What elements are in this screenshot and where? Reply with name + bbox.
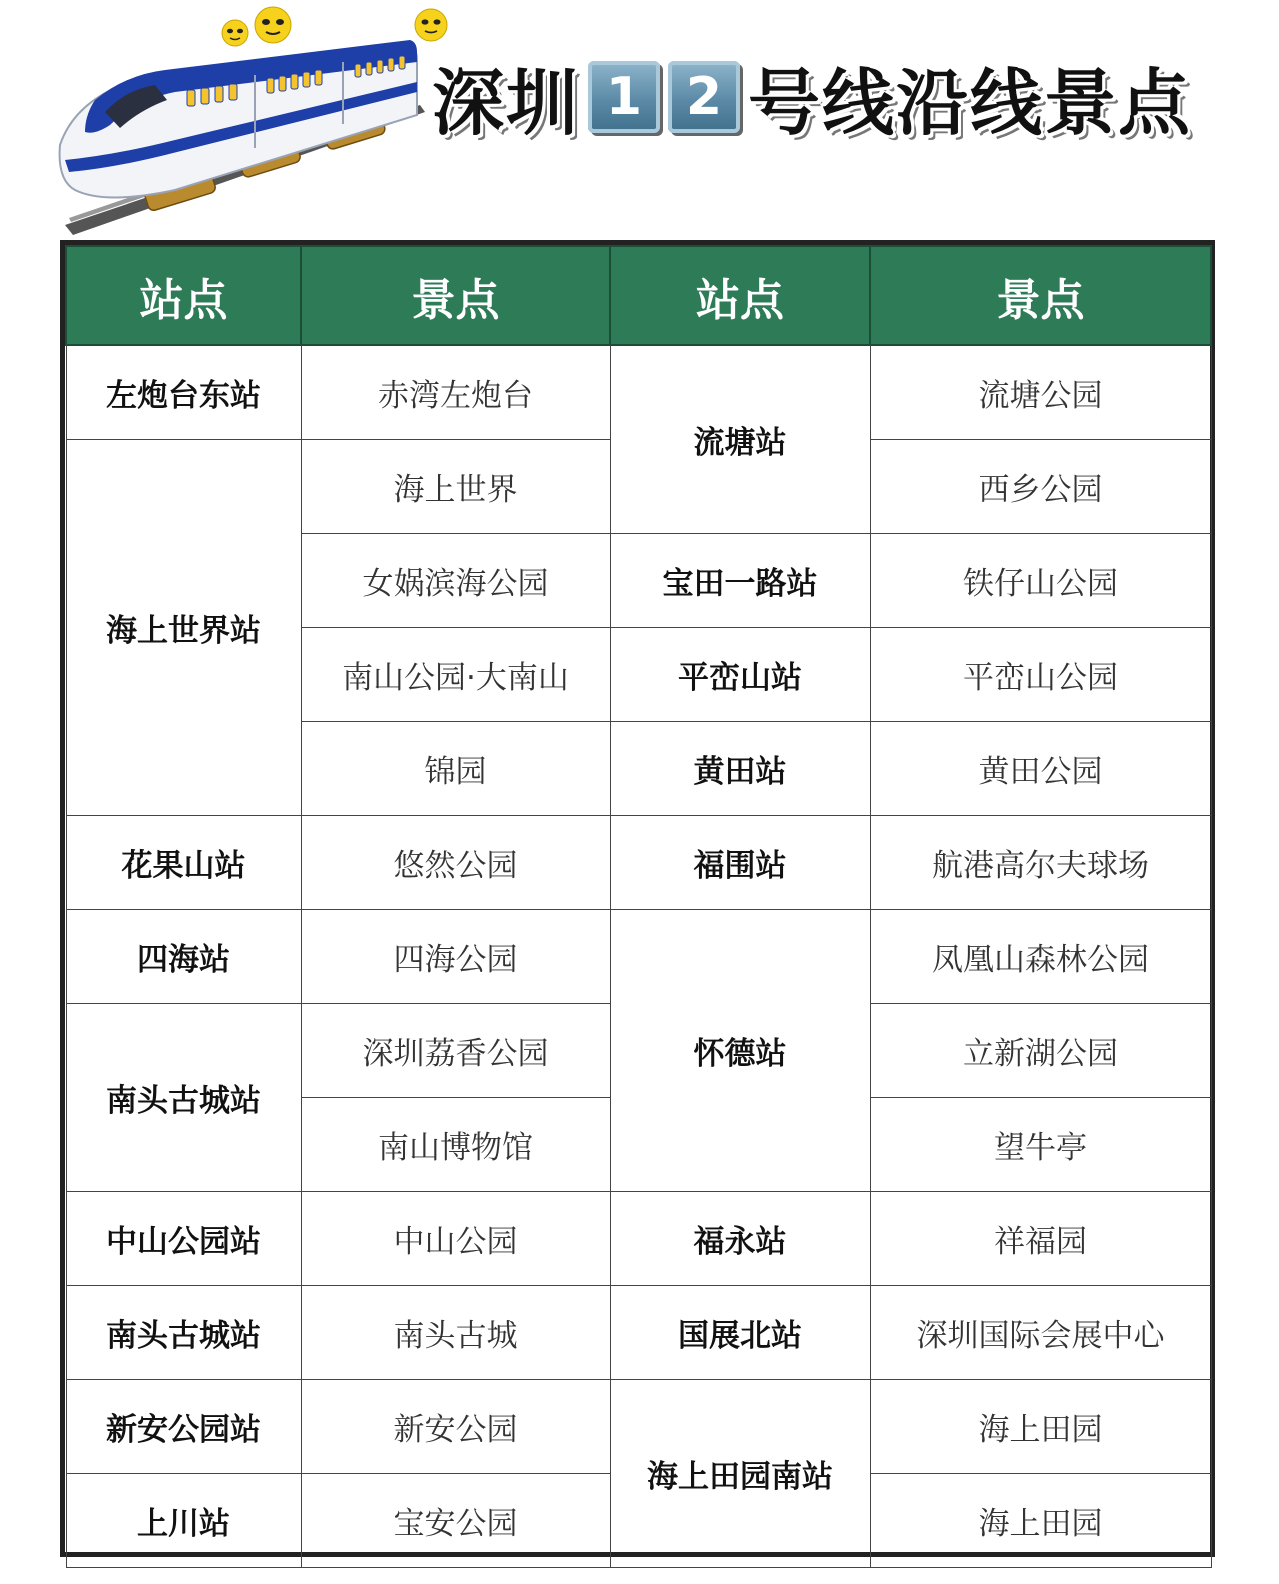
spot-cell: 铁仔山公园 — [870, 534, 1211, 628]
station-cell: 海上世界站 — [66, 440, 301, 816]
station-cell: 流塘站 — [610, 345, 870, 534]
table-row — [66, 345, 1211, 440]
header-spot: 景点 — [870, 246, 1211, 345]
table-row — [66, 1192, 1211, 1286]
spot-cell: 立新湖公园 — [870, 1004, 1211, 1098]
station-cell: 四海站 — [66, 910, 301, 1004]
spot-cell: 祥福园 — [870, 1192, 1211, 1286]
table-row — [66, 1286, 1211, 1380]
spot-cell: 深圳国际会展中心 — [870, 1286, 1211, 1380]
spot-cell: 航港高尔夫球场 — [870, 816, 1211, 910]
spot-cell: 四海公园 — [301, 910, 610, 1004]
header-station: 站点 — [66, 246, 301, 345]
station-cell: 南头古城站 — [66, 1286, 301, 1380]
table-row — [66, 1380, 1211, 1474]
station-cell: 怀德站 — [610, 910, 870, 1192]
spot-cell: 锦园 — [301, 722, 610, 816]
page-header — [0, 0, 1279, 238]
title-digit-key: 1 — [588, 61, 660, 133]
station-cell: 左炮台东站 — [66, 345, 301, 440]
station-cell: 新安公园站 — [66, 1380, 301, 1474]
station-cell: 中山公园站 — [66, 1192, 301, 1286]
header-spot: 景点 — [301, 246, 610, 345]
station-cell: 海上田园南站 — [610, 1380, 870, 1568]
title-digit-key: 2 — [668, 61, 740, 133]
spot-cell: 望牛亭 — [870, 1098, 1211, 1192]
station-cell: 宝田一路站 — [610, 534, 870, 628]
spot-cell: 新安公园 — [301, 1380, 610, 1474]
page-title — [432, 52, 1193, 145]
table-header-row — [66, 246, 1211, 345]
spot-cell: 赤湾左炮台 — [301, 345, 610, 440]
station-cell: 花果山站 — [66, 816, 301, 910]
spot-cell: 南山公园·大南山 — [301, 628, 610, 722]
title-suffix: 号线沿线景点 — [748, 61, 1193, 145]
train-illustration-icon — [55, 40, 425, 235]
spot-cell: 平峦山公园 — [870, 628, 1211, 722]
station-cell: 南头古城站 — [66, 1004, 301, 1192]
station-cell: 福永站 — [610, 1192, 870, 1286]
spot-cell: 深圳荔香公园 — [301, 1004, 610, 1098]
station-cell: 上川站 — [66, 1474, 301, 1568]
spot-cell: 凤凰山森林公园 — [870, 910, 1211, 1004]
spot-cell: 海上世界 — [301, 440, 610, 534]
station-cell: 福围站 — [610, 816, 870, 910]
spot-cell: 宝安公园 — [301, 1474, 610, 1568]
table-row — [66, 816, 1211, 910]
station-cell: 黄田站 — [610, 722, 870, 816]
title-prefix: 深圳 — [432, 61, 581, 145]
station-cell: 平峦山站 — [610, 628, 870, 722]
spot-cell: 西乡公园 — [870, 440, 1211, 534]
spot-cell: 悠然公园 — [301, 816, 610, 910]
spot-cell: 海上田园 — [870, 1474, 1211, 1568]
table-row — [66, 910, 1211, 1004]
spot-cell: 女娲滨海公园 — [301, 534, 610, 628]
spot-cell: 黄田公园 — [870, 722, 1211, 816]
header-station: 站点 — [610, 246, 870, 345]
spot-cell: 流塘公园 — [870, 345, 1211, 440]
spot-cell: 海上田园 — [870, 1380, 1211, 1474]
scenic-spots-table — [60, 240, 1215, 1557]
spot-cell: 南头古城 — [301, 1286, 610, 1380]
spot-cell: 南山博物馆 — [301, 1098, 610, 1192]
station-cell: 国展北站 — [610, 1286, 870, 1380]
smiley-emoji-icon — [412, 6, 450, 44]
spot-cell: 中山公园 — [301, 1192, 610, 1286]
